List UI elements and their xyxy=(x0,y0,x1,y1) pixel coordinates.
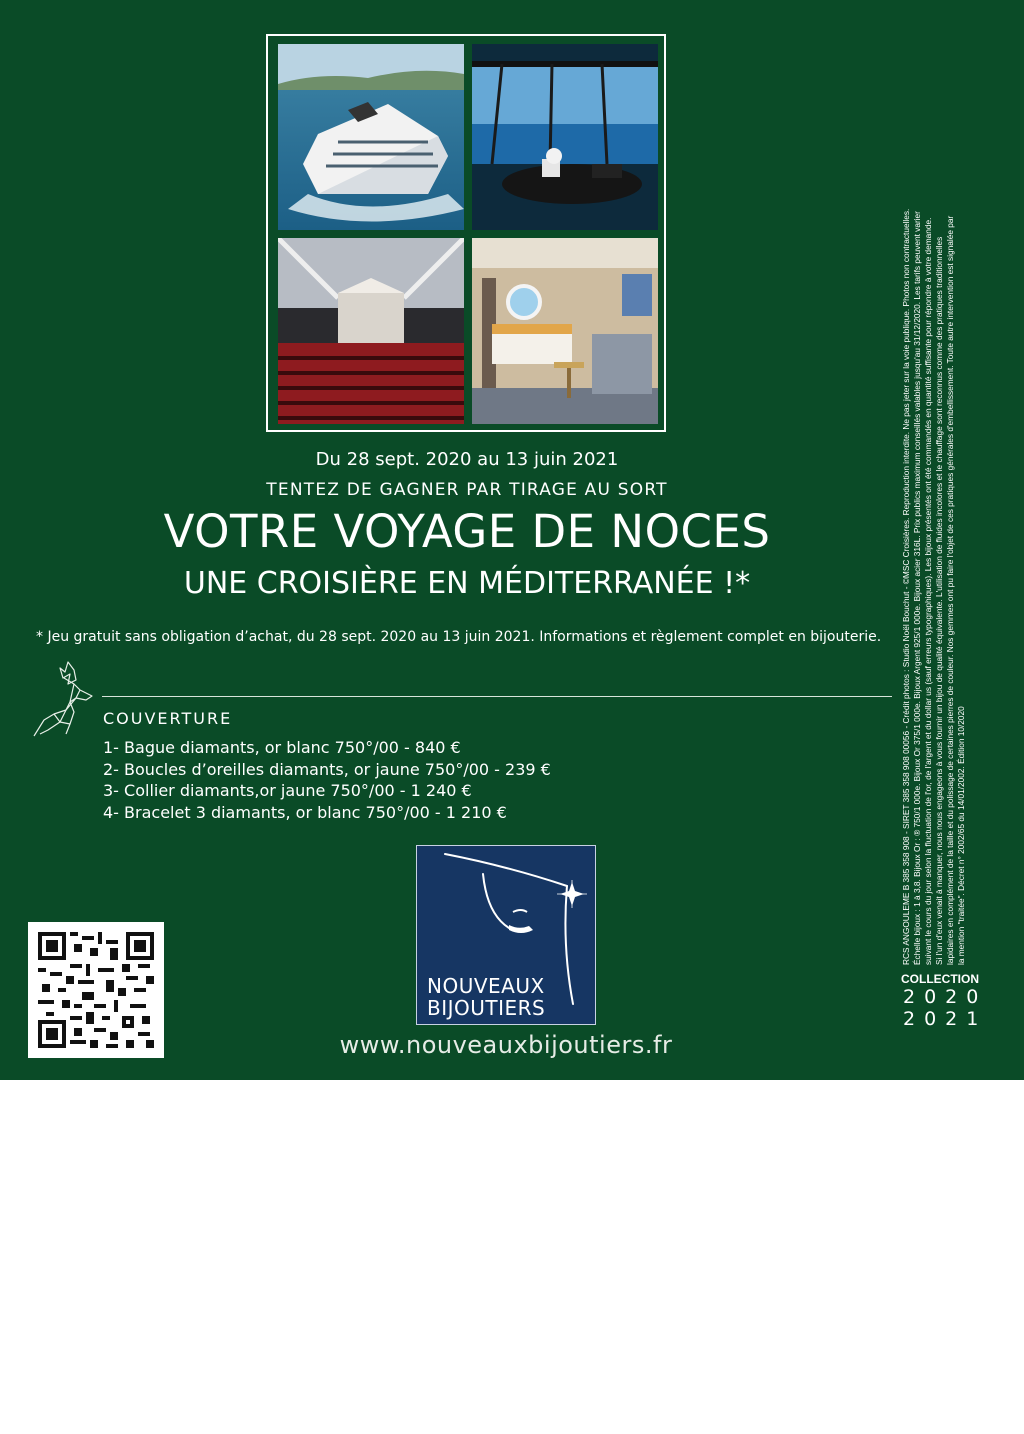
theatre-photo xyxy=(278,238,464,424)
collection-year-1: 2020 xyxy=(903,986,988,1008)
legal-line: lapidaires en complément de la taille et du polissage de certaines pierres de couleur. Nos gemmes ont pu faire l'objet de ces pratiques générales d'embellissement. Toute autre intervention est signalée par xyxy=(945,215,955,965)
collection-label: COLLECTION xyxy=(901,972,979,986)
couverture-list xyxy=(103,737,551,823)
promo-subheadline: UNE CROISIÈRE EN MÉDITERRANÉE !* xyxy=(183,566,751,601)
promo-tagline: TENTEZ DE GAGNER PAR TIRAGE AU SORT xyxy=(266,480,668,500)
couverture-item: 3- Collier diamants,or jaune 750°/00 - 1 240 € xyxy=(103,781,472,800)
promo-dates: Du 28 sept. 2020 au 13 juin 2021 xyxy=(315,449,619,470)
legal-line: RCS ANGOULEME B 385 358 908 - SIRET 385 358 908 00056 - Crédit photos : Studio Noël Bouchut - ©MSC Croisières. Reproduction interdite. Ne pas jeter sur la voie publique. Photos non contractuelles. xyxy=(901,208,911,965)
promo-headline: VOTRE VOYAGE DE NOCES xyxy=(163,505,771,558)
legal-notice xyxy=(901,40,967,965)
cruise-ship-photo xyxy=(278,44,464,230)
legal-line: suivant le cours du jour selon la fluctuation de l'or, de l'argent et du dollar us (sauf erreurs typographiques). Les bijoux présentés ont été commandés en quantité suffisante pour répondre à votre demande. xyxy=(923,217,933,965)
photo-grid xyxy=(266,34,666,432)
couverture-item: 4- Bracelet 3 diamants, or blanc 750°/00 - 1 210 € xyxy=(103,802,507,822)
legal-line: la mention "traitée". Décret n° 2002/65 du 14/01/2002. Édition 10/2020 xyxy=(956,706,966,965)
cabin-photo xyxy=(472,238,658,424)
logo-text-line1: NOUVEAUX xyxy=(427,974,545,998)
divider xyxy=(102,696,892,697)
observation-lounge-photo xyxy=(472,44,658,230)
reindeer-icon xyxy=(30,660,100,738)
legal-line: Échelle bijoux : 1 à 3,8. Bijoux Or : ® 750/1 000e. Bijoux Or 375/1 000e. Bijoux Argent 925/1 000e. Bijoux acier 316L. Prix publics maximum conseillés valables jusqu'au 31/12/2020. Les tarifs peuvent varier xyxy=(912,211,922,965)
website-link[interactable]: www.nouveauxbijoutiers.fr xyxy=(339,1031,673,1059)
couverture-title: COUVERTURE xyxy=(103,709,233,728)
legal-line: Si l'un d'eux venait à manquer, nous nous engageons à vous fournir un bijou de qualité équivalente. L'utilisation de fluides incolores et le chauffage sont reconnus comme des pratiques traditionnelles xyxy=(934,236,944,965)
logo-text-line2: BIJOUTIERS xyxy=(427,996,546,1020)
collection-year-2: 2021 xyxy=(903,1008,988,1030)
couverture-item: 2- Boucles d’oreilles diamants, or jaune 750°/00 - 239 € xyxy=(103,759,551,779)
couverture-item: 1- Bague diamants, or blanc 750°/00 - 840 € xyxy=(103,738,461,757)
promo-footnote: * Jeu gratuit sans obligation d’achat, du 28 sept. 2020 au 13 juin 2021. Informations et règlement complet en bijouterie. xyxy=(36,629,882,645)
nouveaux-bijoutiers-logo[interactable] xyxy=(416,845,596,1025)
